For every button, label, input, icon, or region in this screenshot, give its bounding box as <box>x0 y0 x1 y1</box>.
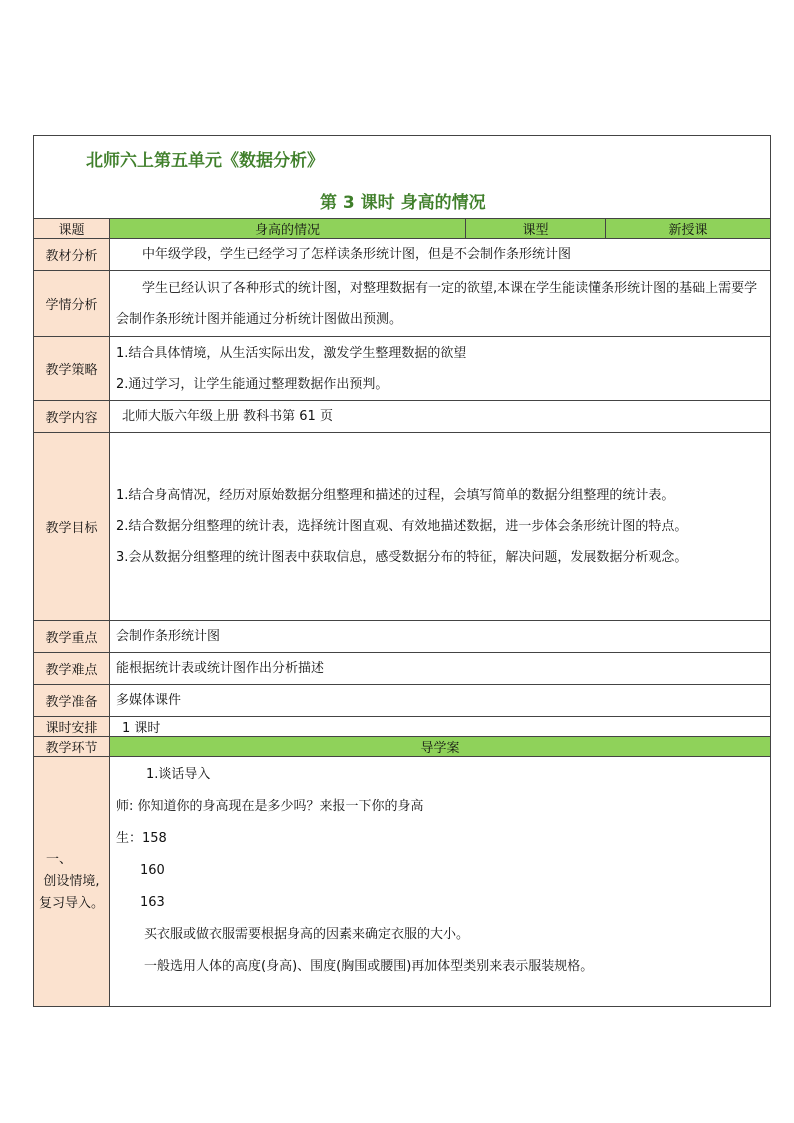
section1-line: 生：158 <box>116 831 167 846</box>
section1-line: 一般选用人体的高度(身高)、围度(胸围或腰围)再加体型类别来表示服装规格。 <box>144 959 594 974</box>
strategy-cell <box>110 337 771 401</box>
section1-line: 师: 你知道你的身高现在是多少吗？来报一下你的身高 <box>116 799 424 814</box>
prep-row <box>34 685 771 717</box>
material-label: 教材分析 <box>34 239 110 271</box>
section1-label <box>34 757 110 1007</box>
prep-text: 多媒体课件 <box>110 685 771 717</box>
document-title: 北师六上第五单元《数据分析》 <box>86 151 324 171</box>
goals-label: 教学目标 <box>34 433 110 621</box>
goal-item: 2.结合数据分组整理的统计表，选择统计图直观、有效地描述数据，进一步体会条形统计图的特点。 <box>116 519 688 534</box>
schedule-label: 课时安排 <box>34 717 110 737</box>
process-label: 教学环节 <box>34 737 110 757</box>
material-row <box>34 239 771 271</box>
key-label: 教学重点 <box>34 621 110 653</box>
content-text: 北师大版六年级上册 教科书第 61 页 <box>110 401 771 433</box>
section1-body <box>110 757 771 1007</box>
title-row <box>34 136 771 219</box>
difficulty-text: 能根据统计表或统计图作出分析描述 <box>110 653 771 685</box>
strategy-row <box>34 337 771 401</box>
lesson-type-label: 课型 <box>466 219 606 239</box>
title-cell <box>34 136 771 219</box>
goals-cell <box>110 433 771 621</box>
section1-label-number: 一、 <box>46 851 73 867</box>
lesson-topic: 身高的情况 <box>110 219 466 239</box>
schedule-row <box>34 717 771 737</box>
lesson-label: 课题 <box>34 219 110 239</box>
difficulty-label: 教学难点 <box>34 653 110 685</box>
prep-label: 教学准备 <box>34 685 110 717</box>
process-value: 导学案 <box>110 737 771 757</box>
section1-line: 1.谈话导入 <box>146 767 211 782</box>
section1-line: 163 <box>140 895 165 910</box>
section1-line: 买衣服或做衣服需要根据身高的因素来确定衣服的大小。 <box>144 927 470 942</box>
students-text: 学生已经认识了各种形式的统计图，对整理数据有一定的欲望,本课在学生能读懂条形统计图的基础上需要学会制作条形统计图并能通过分析统计图做出预测。 <box>110 271 771 337</box>
lesson-plan-table <box>33 135 771 1007</box>
strategy-item: 2.通过学习，让学生能通过整理数据作出预判。 <box>116 376 389 392</box>
students-label: 学情分析 <box>34 271 110 337</box>
lesson-row <box>34 219 771 239</box>
section1-row <box>34 757 771 1007</box>
content-row <box>34 401 771 433</box>
section1-line: 160 <box>140 863 165 878</box>
key-row <box>34 621 771 653</box>
goals-row <box>34 433 771 621</box>
difficulty-row <box>34 653 771 685</box>
section1-label-line: 复习导入。 <box>38 895 104 911</box>
students-row <box>34 271 771 337</box>
schedule-text: 1 课时 <box>110 717 771 737</box>
section1-label-line: 创设情境, <box>43 873 100 889</box>
lesson-plan-sheet <box>33 135 770 1007</box>
key-text: 会制作条形统计图 <box>110 621 771 653</box>
strategy-item: 1.结合具体情境，从生活实际出发，激发学生整理数据的欲望 <box>116 345 467 361</box>
goal-item: 3.会从数据分组整理的统计图表中获取信息，感受数据分布的特征，解决问题，发展数据分析观念。 <box>116 550 688 565</box>
lesson-subtitle: 第 3 课时 身高的情况 <box>320 193 486 213</box>
process-row <box>34 737 771 757</box>
goal-item: 1.结合身高情况，经历对原始数据分组整理和描述的过程，会填写简单的数据分组整理的统计表。 <box>116 488 675 503</box>
material-text: 中年级学段，学生已经学习了怎样读条形统计图，但是不会制作条形统计图 <box>110 239 771 271</box>
lesson-type-value: 新授课 <box>606 219 771 239</box>
strategy-label: 教学策略 <box>34 337 110 401</box>
content-label: 教学内容 <box>34 401 110 433</box>
